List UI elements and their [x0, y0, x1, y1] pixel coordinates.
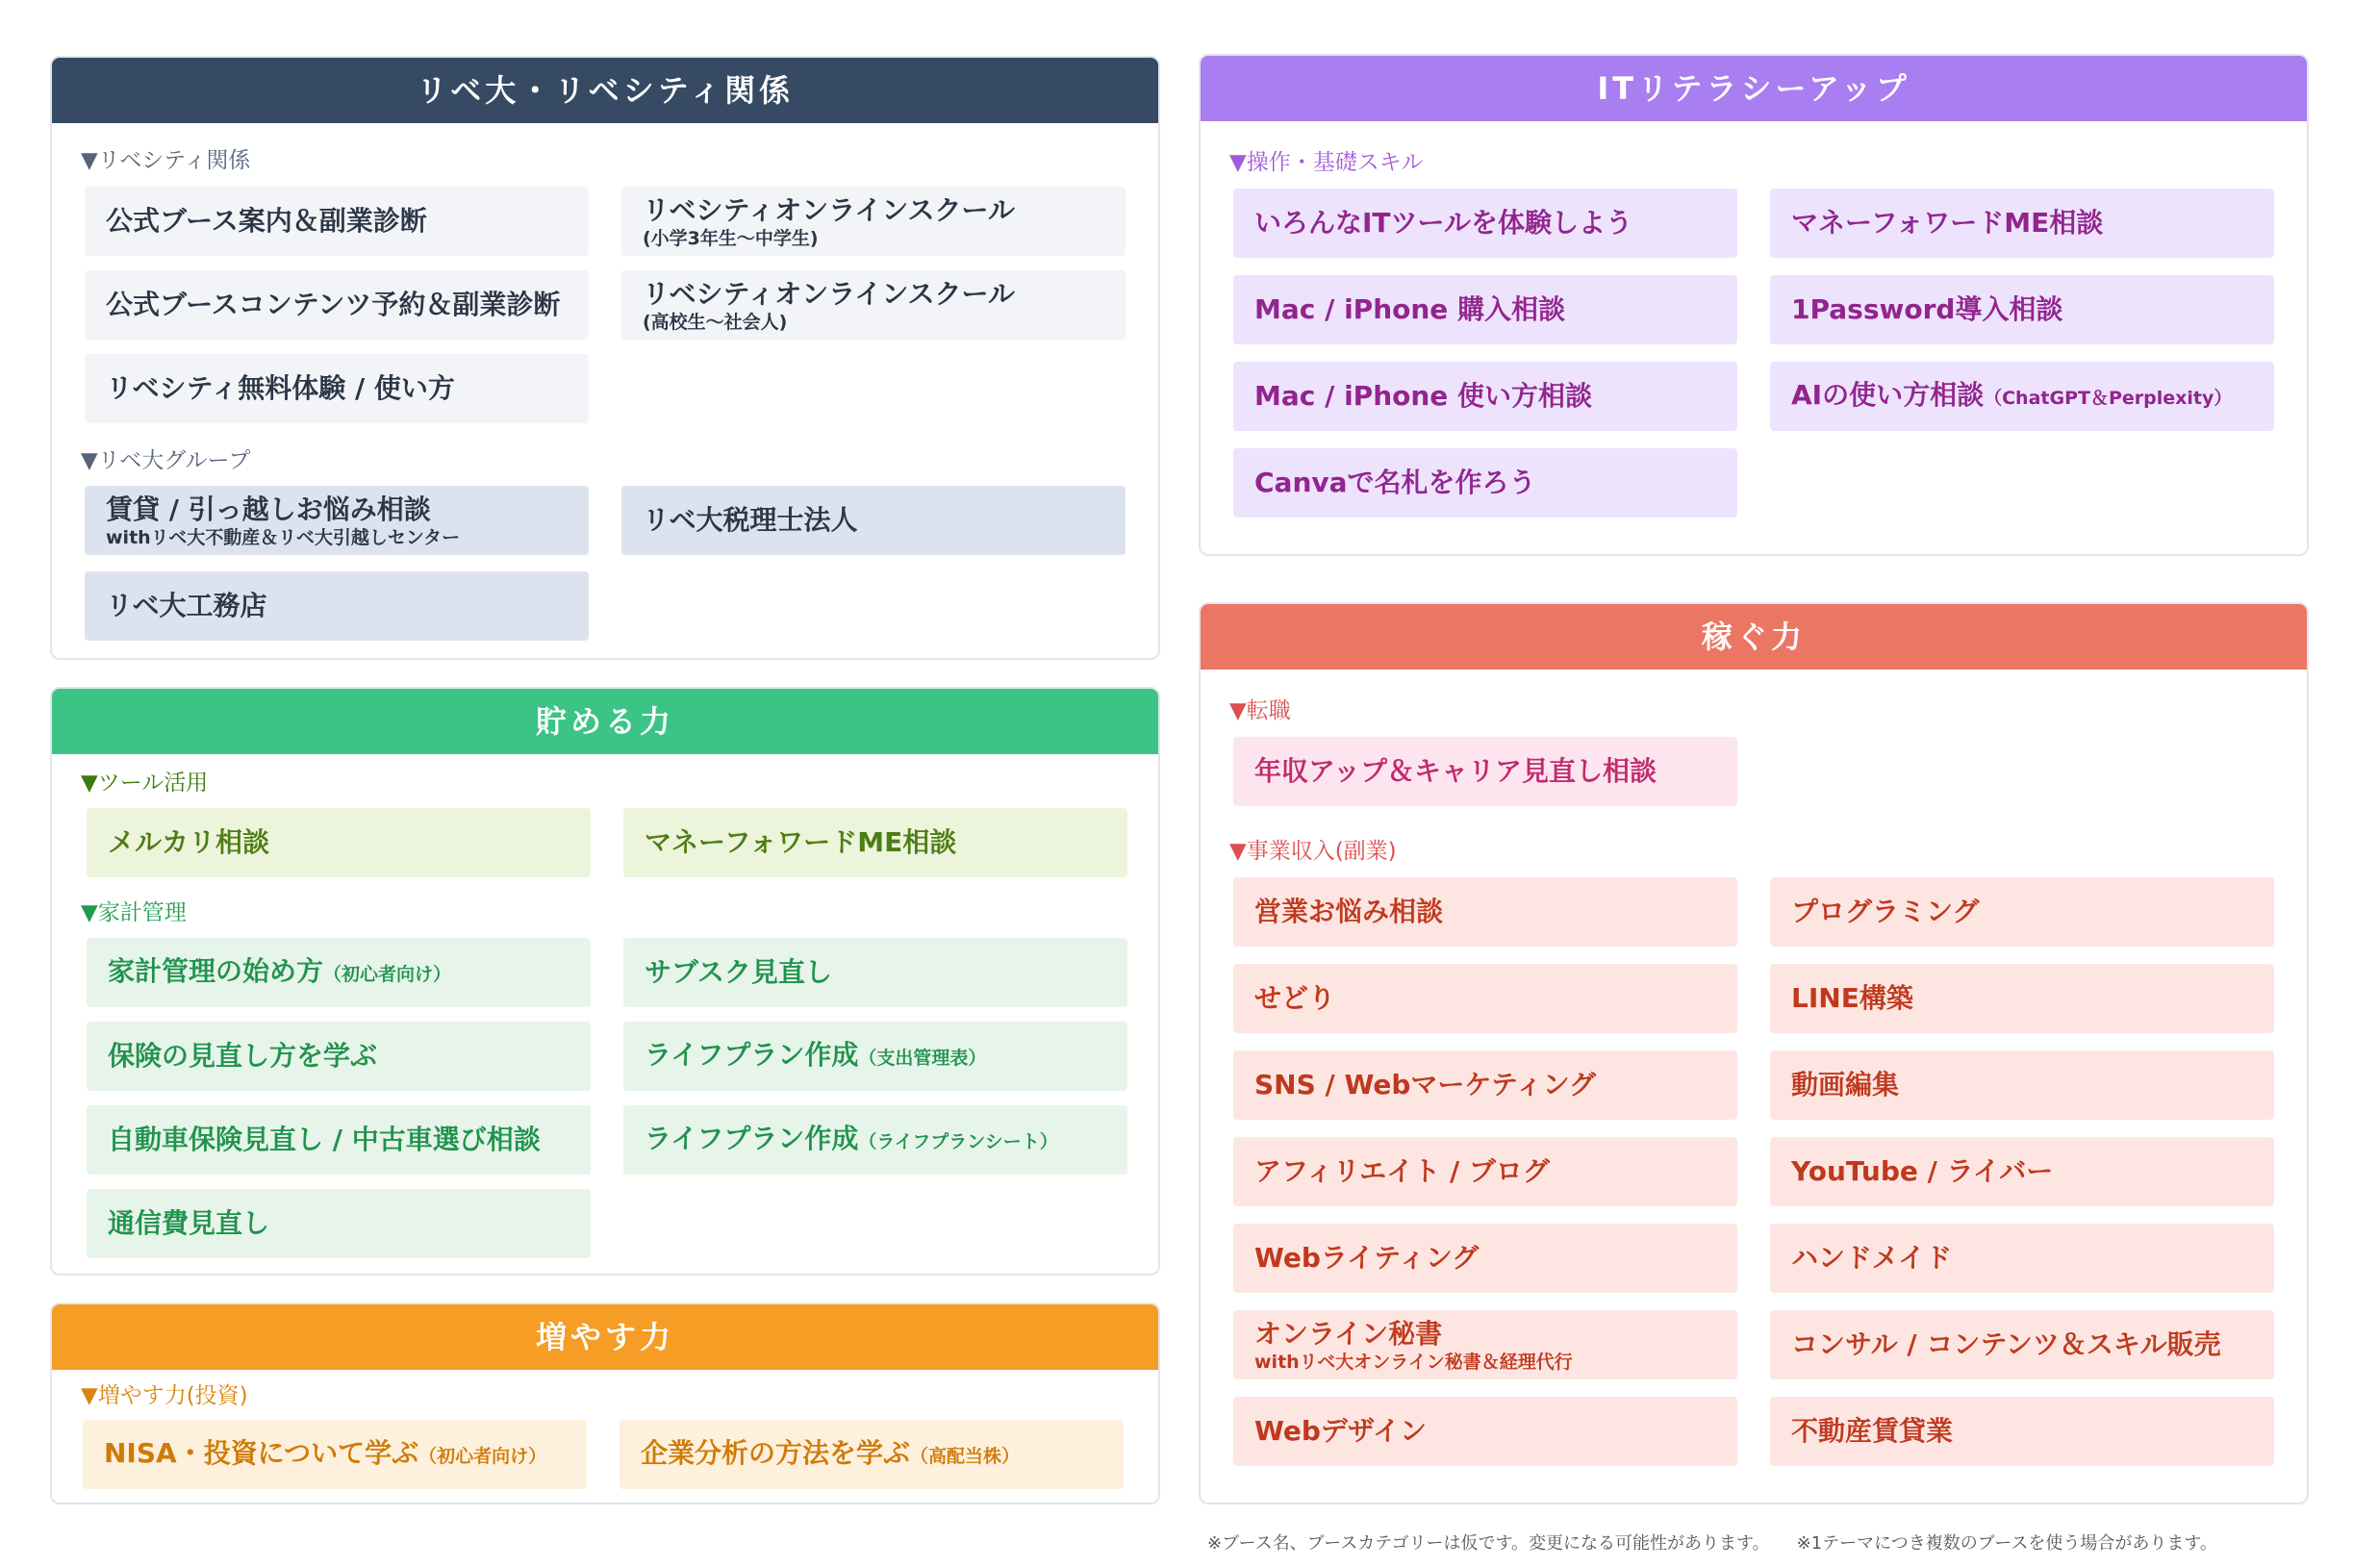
booth-button[interactable] [87, 808, 591, 877]
section-label: ▼操作・基礎スキル [1229, 150, 1424, 175]
booth-button[interactable] [1770, 275, 2274, 344]
booth-button[interactable] [1233, 1310, 1737, 1379]
booth-label: マネーフォワードME相談 [645, 826, 957, 858]
section-label: ▼家計管理 [81, 900, 187, 925]
panel-title: リベ大・リベシティ関係 [52, 58, 1158, 123]
booth-button[interactable] [1233, 1137, 1737, 1206]
booth-button[interactable] [1770, 189, 2274, 258]
footnote [1207, 1530, 2217, 1555]
booth-button[interactable] [87, 938, 591, 1007]
booth-label: せどり [1254, 982, 1336, 1014]
booth-label: 公式ブースコンテンツ予約＆副業診断 [106, 289, 561, 320]
booth-button[interactable] [1770, 964, 2274, 1033]
booth-sublabel: (高校生〜社会人) [643, 312, 788, 333]
booth-label: プログラミング [1791, 896, 1980, 927]
booth-label: 家計管理の始め方（初心者向け） [108, 954, 452, 987]
booth-label: 企業分析の方法を学ぶ（高配当株） [641, 1436, 1021, 1469]
booth-label: 営業お悩み相談 [1254, 896, 1444, 927]
booth-label: 年収アップ＆キャリア見直し相談 [1254, 755, 1657, 787]
booth-button[interactable] [620, 1420, 1124, 1489]
booth-button[interactable] [85, 486, 589, 555]
booth-sublabel: (小学3年生〜中学生) [643, 228, 819, 249]
section-label: ▼増やす力(投資) [81, 1383, 248, 1408]
booth-label: サブスク見直し [645, 956, 832, 988]
booth-button[interactable] [1233, 964, 1737, 1033]
booth-label: Canvaで名札を作ろう [1254, 467, 1536, 498]
booth-label: オンライン秘書 [1254, 1318, 1443, 1350]
booth-label: ハンドメイド [1791, 1242, 1953, 1274]
panel-rive [50, 56, 1160, 660]
booth-label: 公式ブース案内＆副業診断 [106, 205, 427, 237]
section-label: ▼事業収入(副業) [1229, 839, 1397, 864]
section-label: ▼転職 [1229, 698, 1291, 723]
panel-kasegu [1199, 602, 2309, 1505]
panel-title: 貯める力 [52, 689, 1158, 754]
booth-label: YouTube / ライバー [1791, 1155, 2054, 1187]
booth-label: リベ大税理士法人 [643, 504, 858, 536]
booth-label: 不動産賃貸業 [1791, 1415, 1954, 1447]
booth-button[interactable] [621, 270, 1126, 340]
booth-button[interactable] [1770, 362, 2274, 431]
booth-label: リベシティ無料体験 / 使い方 [106, 372, 455, 404]
booth-label: リベシティオンラインスクール [643, 194, 1015, 226]
booth-button[interactable] [85, 187, 589, 256]
booth-button[interactable] [1233, 1224, 1737, 1293]
booth-button[interactable] [1233, 189, 1737, 258]
booth-button[interactable] [85, 354, 589, 423]
booth-button[interactable] [623, 1022, 1127, 1091]
booth-button[interactable] [1233, 1397, 1737, 1466]
booth-label: リベシティオンラインスクール [643, 278, 1015, 310]
panel-tameru [50, 687, 1160, 1276]
booth-button[interactable] [621, 187, 1126, 256]
booth-button[interactable] [87, 1189, 591, 1258]
booth-label: Webライティング [1254, 1242, 1480, 1274]
booth-button[interactable] [1233, 275, 1737, 344]
booth-label: いろんなITツールを体験しよう [1254, 207, 1632, 239]
booth-button[interactable] [1770, 1050, 2274, 1120]
booth-button[interactable] [1233, 877, 1737, 947]
booth-label: AIの使い方相談（ChatGPT＆Perplexity） [1791, 378, 2233, 411]
panel-it [1199, 54, 2309, 556]
panel-fuyasu [50, 1302, 1160, 1505]
booth-label: 自動車保険見直し / 中古車選び相談 [108, 1124, 541, 1155]
booth-sublabel: withリベ大オンライン秘書＆経理代行 [1254, 1352, 1573, 1373]
booth-label: 保険の見直し方を学ぶ [108, 1040, 378, 1072]
panel-title: 増やす力 [52, 1304, 1158, 1370]
booth-label: コンサル / コンテンツ＆スキル販売 [1791, 1328, 2221, 1360]
section-label: ▼リベ大グループ [81, 448, 251, 473]
booth-label: 動画編集 [1791, 1069, 1900, 1100]
booth-label: Webデザイン [1254, 1415, 1427, 1447]
booth-button[interactable] [85, 571, 589, 641]
booth-button[interactable] [623, 808, 1127, 877]
booth-button[interactable] [1770, 1224, 2274, 1293]
booth-label: LINE構築 [1791, 982, 1913, 1014]
booth-button[interactable] [83, 1420, 587, 1489]
booth-label: Mac / iPhone 使い方相談 [1254, 380, 1593, 412]
booth-label: 賃貸 / 引っ越しお悩み相談 [106, 493, 431, 525]
booth-label: ライフプラン作成（ライフプランシート） [645, 1122, 1058, 1154]
booth-button[interactable] [1233, 448, 1737, 518]
panel-title: 稼ぐ力 [1201, 604, 2307, 670]
booth-label: 1Password導入相談 [1791, 293, 2063, 325]
booth-label: アフィリエイト / ブログ [1254, 1155, 1550, 1187]
booth-button[interactable] [1770, 877, 2274, 947]
section-label: ▼ツール活用 [81, 771, 209, 796]
booth-button[interactable] [1233, 737, 1737, 806]
footnote-text: ※1テーマにつき複数のブースを使う場合があります。 [1796, 1533, 2217, 1554]
booth-label: Mac / iPhone 購入相談 [1254, 293, 1566, 325]
booth-button[interactable] [85, 270, 589, 340]
booth-button[interactable] [1233, 1050, 1737, 1120]
booth-label: ライフプラン作成（支出管理表） [645, 1038, 987, 1071]
section-label: ▼リベシティ関係 [81, 148, 251, 173]
booth-button[interactable] [623, 1105, 1127, 1175]
panel-title: ITリテラシーアップ [1201, 56, 2307, 121]
footnote-text: ※ブース名、ブースカテゴリーは仮です。変更になる可能性があります。 [1207, 1533, 1770, 1554]
booth-label: マネーフォワードME相談 [1791, 207, 2104, 239]
booth-button[interactable] [623, 938, 1127, 1007]
booth-button[interactable] [87, 1105, 591, 1175]
booth-label: SNS / Webマーケティング [1254, 1069, 1597, 1100]
booth-label: リベ大工務店 [106, 590, 267, 621]
booth-label: メルカリ相談 [108, 826, 270, 858]
booth-button[interactable] [1233, 362, 1737, 431]
booth-button[interactable] [1770, 1397, 2274, 1466]
booth-button[interactable] [1770, 1310, 2274, 1379]
booth-sublabel: withリベ大不動産＆リベ大引越しセンター [106, 527, 461, 548]
booth-label: 通信費見直し [108, 1207, 270, 1239]
booth-label: NISA・投資について学ぶ（初心者向け） [104, 1436, 547, 1469]
booth-button[interactable] [1770, 1137, 2274, 1206]
booth-button[interactable] [621, 486, 1126, 555]
booth-button[interactable] [87, 1022, 591, 1091]
